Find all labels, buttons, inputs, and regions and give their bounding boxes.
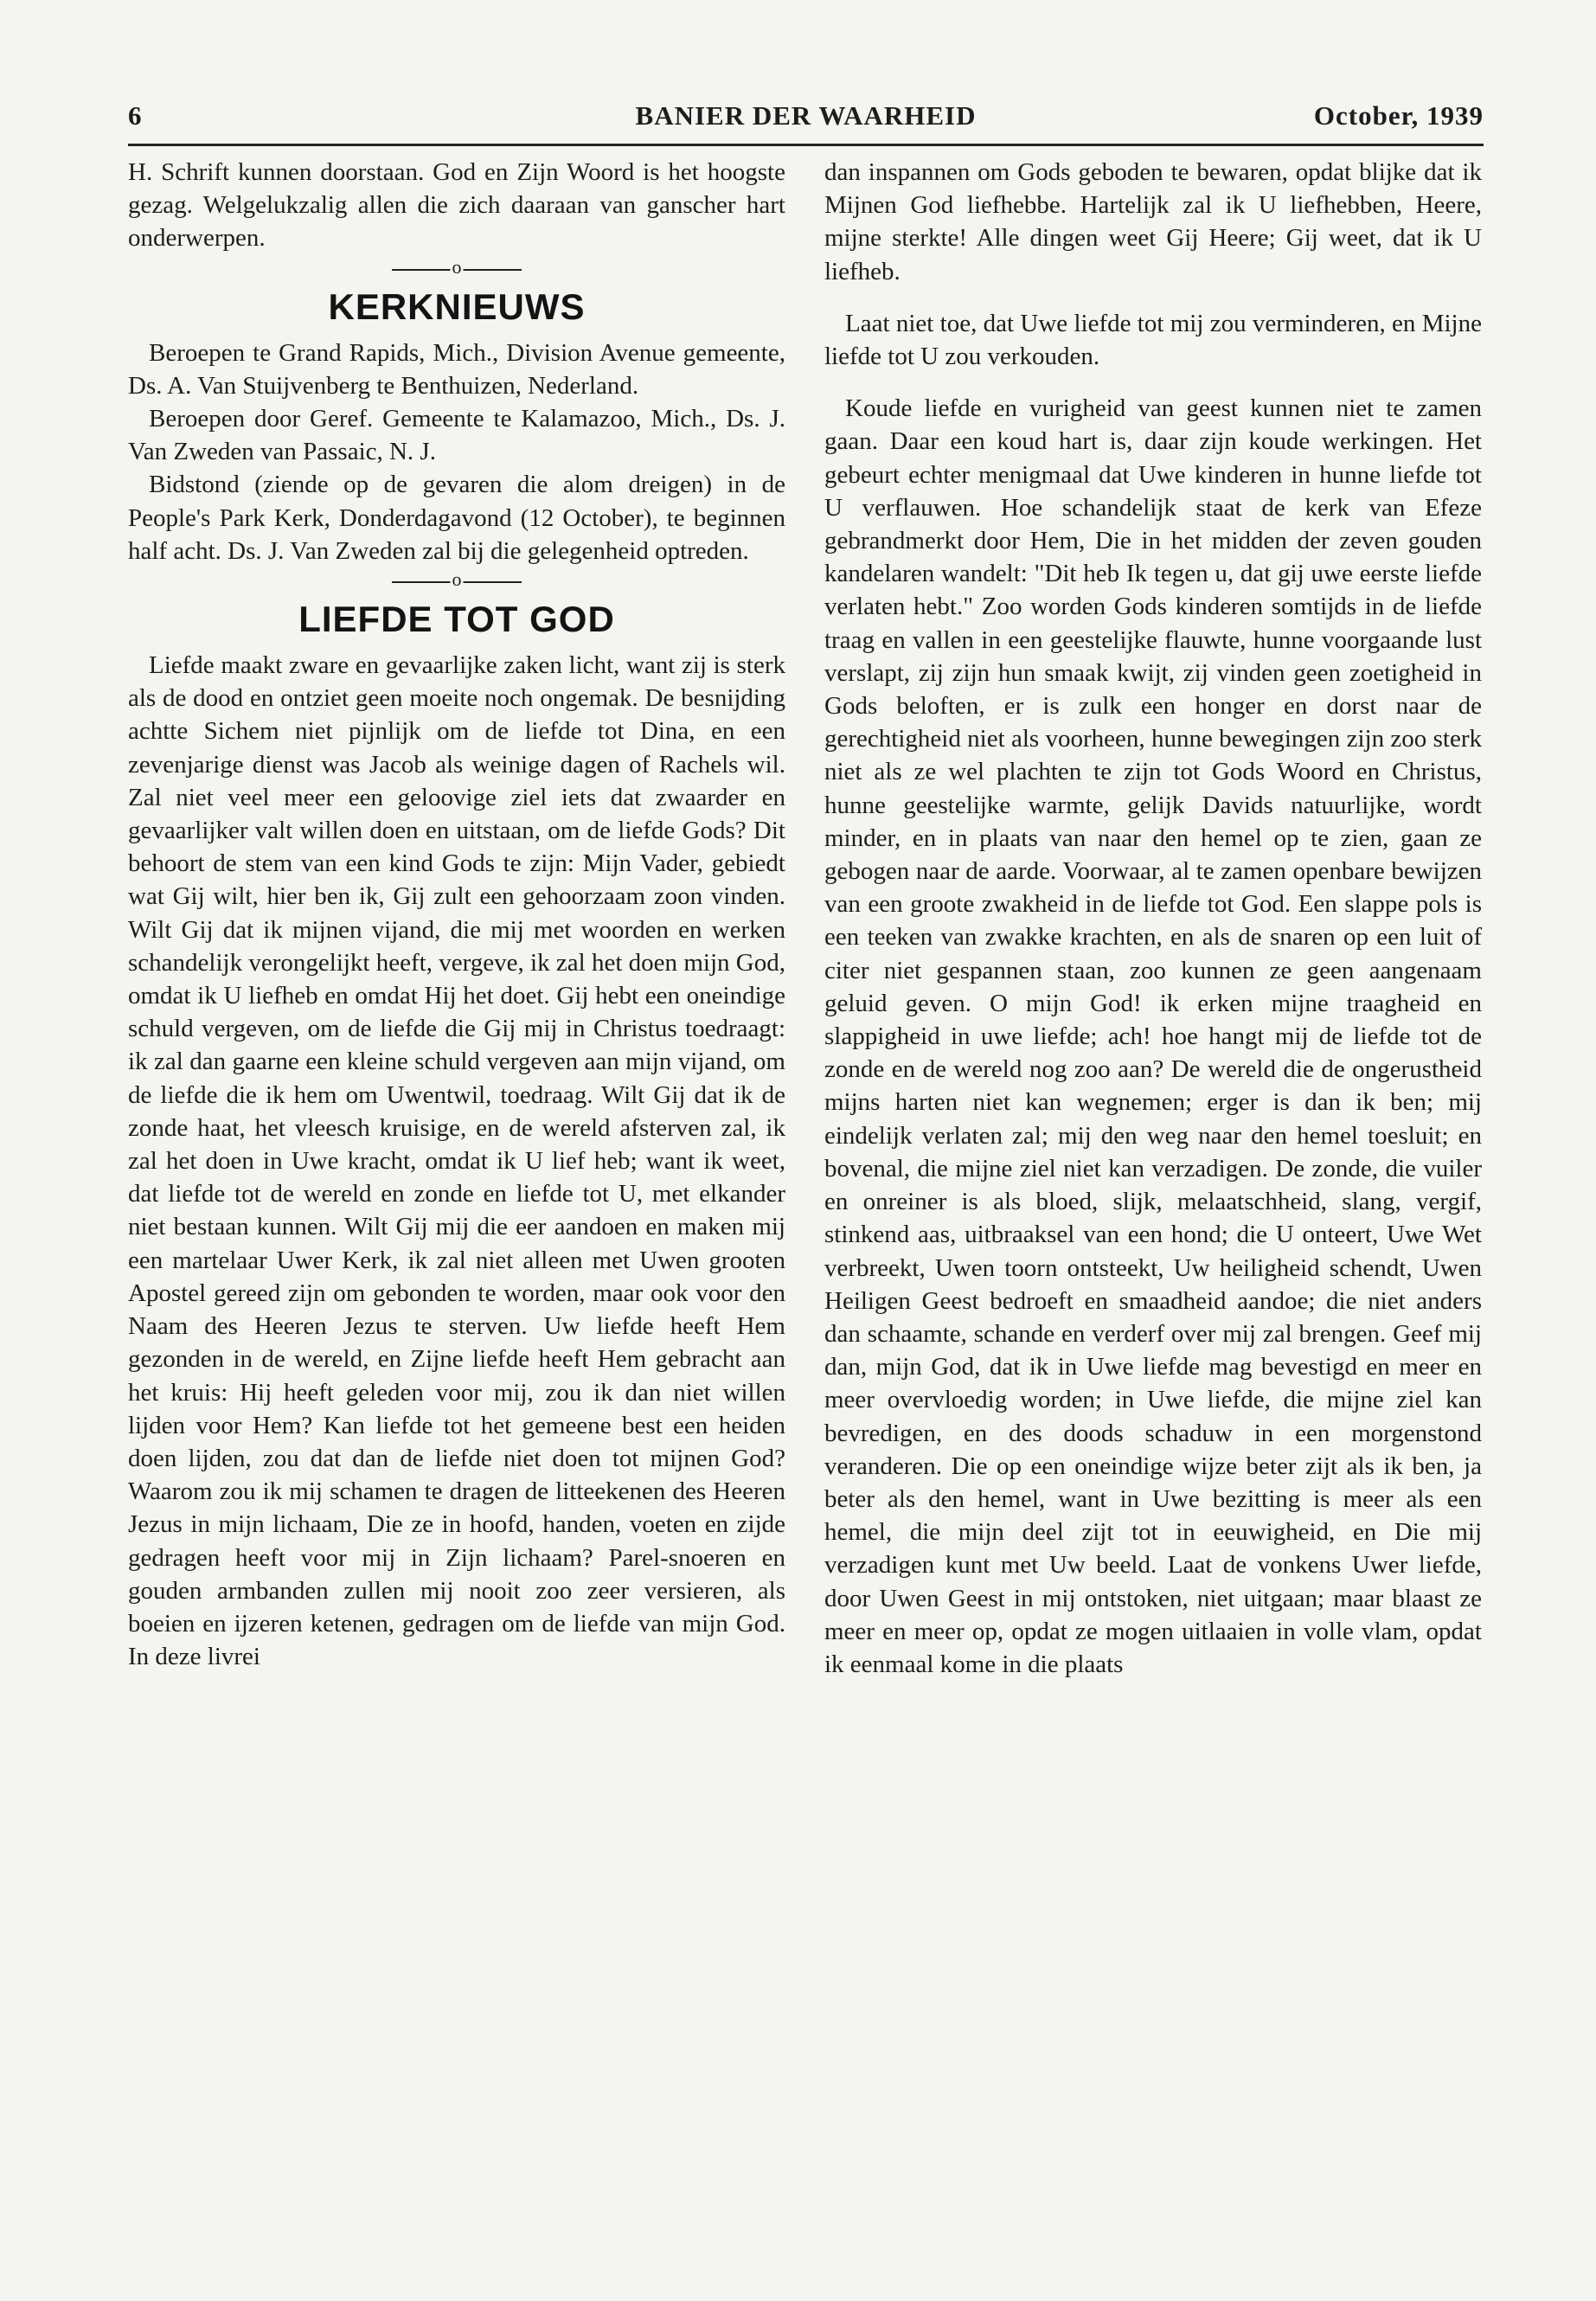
article-paragraph: Koude liefde en vurigheid van geest kunnen niet te zamen gaan. Daar een koud hart is, daar zijn koude werkingen. Het gebeurt echter menigmaal dat Uwe kinderen in hunne liefde tot U verflauwen. Hoe schandelijk staat de kerk van Efeze gebrandmerkt door Hem, Die in het midden der zeven gouden kandelaren wandelt: "Dit heb Ik tegen u, dat gij uwe eerste liefde verlaten hebt." Zoo worden Gods kinderen somtijds in de liefde traag en vallen in een geestelijke flauwte, hunne voorgaande lust verslapt, zij zijn hun smaak kwijt, zij vinden geen zoetigheid in Gods beloften, er is zulk een honger en dorst naar de gerechtigheid niet als voorheen, hunne bewegingen zijn zoo sterk niet als ze wel plachten te zijn tot Gods Woord en Christus, hunne geestelijke warmte, gelijk Davids natuurlijke, wordt minder, en in plaats van naar den hemel op te zien, gaan ze gebogen naar de aarde. Voorwaar, al te zamen openbare bewijzen van een groote zwakheid in de liefde tot God. Een slappe pols is een teeken van zwakke krachten, en als de snaren op een luit of citer niet gespannen staan, zoo kunnen ze geen aangenaam geluid geven. O mijn God! ik erken mijne traagheid en slappigheid in uwe liefde; ach! hoe hangt mij de liefde tot de zonde en de wereld nog zoo aan? De wereld die de ongerustheid mijns harten niet kan wegnemen; erger is dan ik ben; mij eindelijk verlaten zal; mij den weg naar den hemel toesluit; en bovenal, die mijne ziel niet kan verzadigen. De zonde, die vuiler en onreiner is als bloed, slijk, melaatschheid, slang, vergif, stinkend aas, uitbraaksel van een hond; die U onteert, Uwe Wet verbreekt, Uwen toorn ontsteekt, Uw heiligheid schendt, Uwen Heiligen Geest bedroeft en smaadheid aandoe; die niet anders dan schaamte, schande en verderf over mij zal brengen. Geef mij dan, mijn God, dat ik in Uwe liefde mag bevestigd en meer en meer overvloedig worden; in Uwe liefde, die mijne ziel kan bevredigen, en des doods schaduw in een morgenstond veranderen. Die op een oneindige wijze beter zijt als ik ben, ja beter als den hemel, want in Uwe bezitting is meer als een hemel, die mijn deel zijt tot in eeuwigheid, en Die mij verzadigen kunt met Uw beeld. Laat de vonkens Uwer liefde, door Uwen Geest in mij ontstoken, niet uitgaan; maar blaast ze meer en meer op, opdat ze mogen uitlaaien in volle vlam, opdat ik eenmaal kome in die plaats [824, 394, 1482, 1678]
article-paragraph: Laat niet toe, dat Uwe liefde tot mij zou verminderen, en Mijne liefde tot U zou verkouden. [824, 309, 1482, 371]
left-column [128, 156, 785, 1673]
running-header [128, 100, 1484, 146]
page-number: 6 [128, 100, 143, 131]
article-paragraph: dan inspannen om Gods geboden te bewaren, opdat blijke dat ik Mijnen God liefhebbe. Hartelijk zal ik U liefhebben, Heere, mijne sterkte! Alle dingen weet Gij Heere; Gij weet, dat ik U liefheb. [824, 158, 1482, 285]
divider-ornament: o [452, 568, 462, 591]
heading-liefde-tot-god: LIEFDE TOT GOD [298, 599, 615, 640]
section-divider [392, 255, 522, 281]
intro-paragraph: H. Schrift kunnen doorstaan. God en Zijn Woord is het hoogste gezag. Welgelukzalig allen die zich daaraan van ganscher hart onderwerpen. [128, 158, 785, 253]
issue-date: October, 1939 [1313, 100, 1484, 131]
news-item: Bidstond (ziende op de gevaren die alom dreigen) in de People's Park Kerk, Donderdagavond (12 October), te beginnen half acht. Ds. J. Van Zweden zal bij die gelegenheid optreden. [128, 471, 785, 565]
news-item: Beroepen te Grand Rapids, Mich., Division Avenue gemeente, Ds. A. Van Stuijvenberg te Benthuizen, Nederland. [128, 338, 785, 400]
article-paragraph: Liefde maakt zware en gevaarlijke zaken licht, want zij is sterk als de dood en ontziet geen moeite noch ongemak. De besnijding achtte Sichem niet pijnlijk om de liefde tot Dina, en een zevenjarige dienst was Jacob als weinige dagen of Rachels wil. Zal niet veel meer een geloovige ziel iets dat zwaarder en gevaarlijker valt willen doen en uitstaan, om de liefde Gods? Dit behoort de stem van een kind Gods te zijn: Mijn Vader, gebiedt wat Gij wilt, hier ben ik, Gij zult een gehoorzaam zoon vinden. Wilt Gij dat ik mijnen vijand, die mij met woorden en werken schandelijk verongelijkt heeft, vergeve, ik zal het doen mijn God, omdat ik U liefheb en omdat Hij het doet. Gij hebt een oneindige schuld vergeven, om de liefde die Gij mij in Christus toedraagt: ik zal dan gaarne een kleine schuld vergeven aan mijn vijand, om de liefde die ik hem om Uwentwil, toedraag. Wilt Gij dat ik de zonde haat, het vleesch kruisige, en de wereld afsterven zal, ik zal het doen in Uwe kracht, omdat ik U lief heb; want ik weet, dat liefde tot de wereld en zonde en liefde tot U, met elkander niet bestaan kunnen. Wilt Gij mij die eer aandoen en maken mij een martelaar Uwer Kerk, ik zal niet alleen met Uwen grooten Apostel gereed zijn om gebonden te worden, maar ook voor den Naam des Heeren Jezus te sterven. Uw liefde heeft Hem gezonden in de wereld, en Zijne liefde heeft Hem gebracht aan het kruis: Hij heeft geleden voor mij, zou ik dan niet willen lijden voor Hem? Kan liefde tot het gemeene best een heiden doen lijden, zou dat dan de liefde niet doen tot mijnen God? Waarom zou ik mij schamen te dragen de litteekenen des Heeren Jezus in mijn lichaam, Die ze in hoofd, handen, voeten en zijde gedragen heeft voor mij in Zijn lichaam? Parel-snoeren en gouden armbanden zullen mij nooit zoo zeer versieren, als boeien en ijzeren ketenen, gedragen om de liefde van mijn God. In deze livrei [128, 651, 785, 1671]
masthead-title: BANIER DER WAARHEID [635, 100, 977, 131]
divider-ornament: o [452, 255, 462, 278]
section-divider [392, 568, 522, 593]
news-item: Beroepen door Geref. Gemeente te Kalamazoo, Mich., Ds. J. Van Zweden van Passaic, N. J. [128, 405, 785, 466]
right-column [824, 156, 1482, 1681]
heading-kerknieuws: KERKNIEUWS [328, 285, 586, 327]
